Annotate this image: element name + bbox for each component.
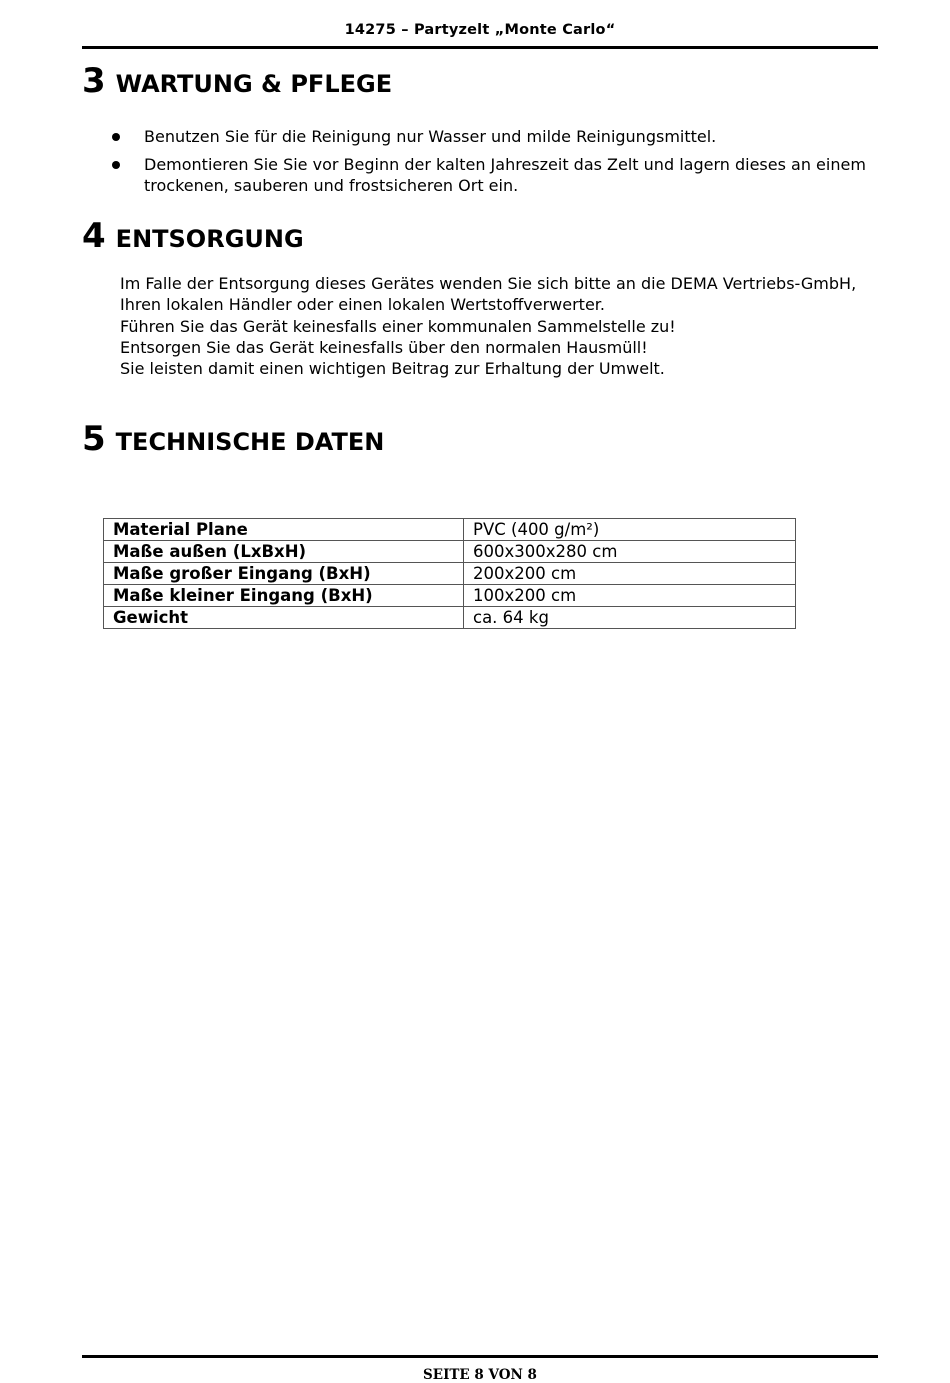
paragraph: Entsorgen Sie das Gerät keinesfalls über den normalen Hausmüll! bbox=[120, 337, 648, 357]
section-title: TECHNISCHE DATEN bbox=[115, 428, 385, 456]
section-heading-wartung bbox=[82, 61, 393, 101]
technical-data-table bbox=[103, 518, 796, 629]
list-item bbox=[112, 154, 872, 196]
spec-value: 600x300x280 cm bbox=[464, 541, 796, 563]
spec-value: 200x200 cm bbox=[464, 563, 796, 585]
table-row bbox=[104, 519, 796, 541]
maintenance-list bbox=[112, 126, 872, 203]
section-heading-entsorgung bbox=[82, 216, 304, 256]
bullet-icon bbox=[112, 161, 120, 169]
paragraph: Führen Sie das Gerät keinesfalls einer kommunalen Sammelstelle zu! bbox=[120, 316, 676, 336]
paragraph: Sie leisten damit einen wichtigen Beitrag zur Erhaltung der Umwelt. bbox=[120, 359, 665, 379]
bullet-icon bbox=[112, 133, 120, 141]
table-row bbox=[104, 607, 796, 629]
section-number: 3 bbox=[82, 61, 106, 101]
disposal-text bbox=[120, 273, 875, 379]
spec-label: Gewicht bbox=[104, 607, 464, 629]
section-number: 5 bbox=[82, 419, 106, 459]
page-number: SEITE 8 VON 8 bbox=[423, 1367, 537, 1383]
spec-value: PVC (400 g/m²) bbox=[464, 519, 796, 541]
table-row bbox=[104, 541, 796, 563]
table-row bbox=[104, 563, 796, 585]
spec-label: Material Plane bbox=[104, 519, 464, 541]
table-row bbox=[104, 585, 796, 607]
spec-label: Maße außen (LxBxH) bbox=[104, 541, 464, 563]
spec-label: Maße großer Eingang (BxH) bbox=[104, 563, 464, 585]
header-rule bbox=[82, 46, 878, 49]
list-item-text: Benutzen Sie für die Reinigung nur Wasser und milde Reinigungsmittel. bbox=[144, 127, 717, 146]
spec-value: 100x200 cm bbox=[464, 585, 796, 607]
section-title: WARTUNG & PFLEGE bbox=[115, 70, 393, 98]
spec-label: Maße kleiner Eingang (BxH) bbox=[104, 585, 464, 607]
list-item-text: Demontieren Sie Sie vor Beginn der kalten Jahreszeit das Zelt und lagern dieses an einem trockenen, sauberen und frostsicheren Ort ein. bbox=[144, 155, 866, 195]
paragraph: Im Falle der Entsorgung dieses Gerätes wenden Sie sich bitte an die DEMA Vertriebs-GmbH, Ihren lokalen Händler oder einen lokalen Wertstoffverwerter. bbox=[120, 274, 857, 315]
section-number: 4 bbox=[82, 216, 106, 256]
spec-value: ca. 64 kg bbox=[464, 607, 796, 629]
section-title: ENTSORGUNG bbox=[115, 225, 304, 253]
section-heading-technische-daten bbox=[82, 419, 385, 459]
page-header-title: 14275 – Partyzelt „Monte Carlo“ bbox=[344, 22, 616, 38]
footer-rule bbox=[82, 1355, 878, 1358]
list-item bbox=[112, 126, 872, 147]
